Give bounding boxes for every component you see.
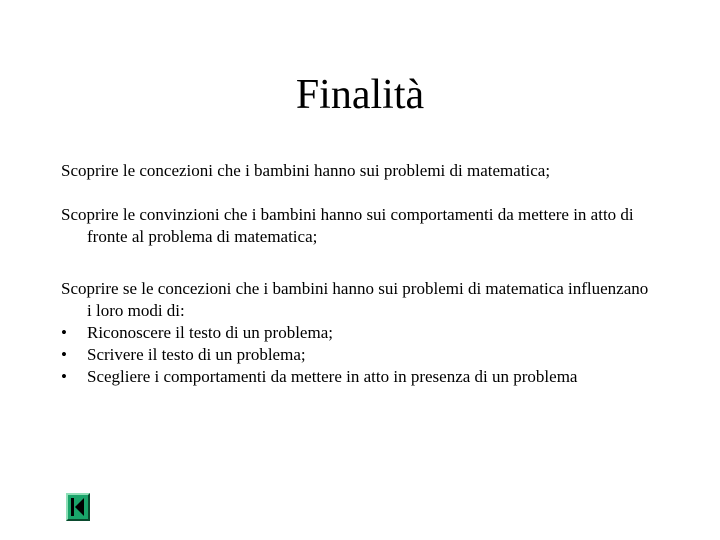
bullet-list (61, 322, 655, 388)
paragraph-concezioni: Scoprire le concezioni che i bambini hanno sui problemi di matematica; (61, 161, 551, 180)
bullet-dot: • (61, 323, 67, 342)
paragraph-convinzioni: Scoprire le convinzioni che i bambini hanno sui comportamenti da mettere in atto di fronte al problema di matematica; (61, 205, 634, 246)
bullet-dot: • (61, 345, 67, 364)
list-item (61, 322, 655, 344)
paragraph-influenza: Scoprire se le concezioni che i bambini hanno sui problemi di matematica influenzano i loro modi di: (61, 279, 649, 320)
bullet-text: Scrivere il testo di un problema; (87, 345, 306, 364)
slide-content (61, 160, 655, 388)
slide-title: Finalità (295, 72, 425, 118)
list-item (61, 344, 655, 366)
bullet-dot: • (61, 367, 67, 386)
bullet-text: Riconoscere il testo di un problema; (87, 323, 333, 342)
bullet-text: Scegliere i comportamenti da mettere in atto in presenza di un problema (87, 367, 578, 386)
previous-slide-button[interactable] (66, 493, 90, 521)
list-item (61, 366, 655, 388)
previous-triangle-icon (68, 495, 88, 519)
